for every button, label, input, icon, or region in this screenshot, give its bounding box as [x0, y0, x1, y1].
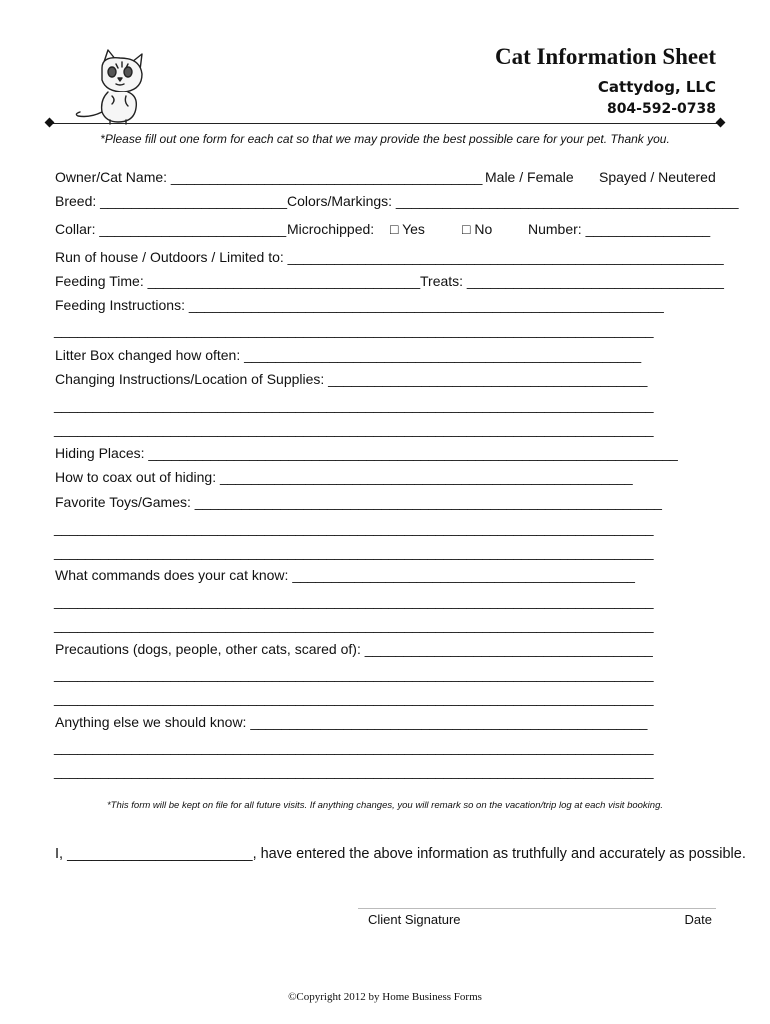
blank-line[interactable]: _____________________________________________________________________________	[54, 593, 654, 609]
cat-cartoon-icon	[72, 48, 156, 126]
page-title: Cat Information Sheet	[494, 44, 716, 69]
coax-field[interactable]: How to coax out of hiding: _____________________________________________________	[55, 469, 633, 485]
precautions-field[interactable]: Precautions (dogs, people, other cats, scared of): _____________________________________	[55, 641, 653, 657]
file-footnote: *This form will be kept on file for all future visits. If anything changes, you will remark so on the vacation/trip log at each visit booking.	[106, 800, 663, 811]
spayed-neutered-option[interactable]: Spayed / Neutered	[599, 169, 716, 185]
header-divider	[50, 123, 720, 124]
microchipped-yes-checkbox[interactable]: □ Yes	[390, 221, 425, 237]
hiding-places-field[interactable]: Hiding Places: ____________________________________________________________________	[55, 445, 678, 461]
blank-line[interactable]: _____________________________________________________________________________	[54, 739, 654, 755]
feeding-time-field[interactable]: Feeding Time: ___________________________________	[55, 273, 421, 289]
blank-line[interactable]: _____________________________________________________________________________	[54, 617, 654, 633]
blank-line[interactable]: _____________________________________________________________________________	[54, 397, 654, 413]
blank-line[interactable]: _____________________________________________________________________________	[54, 666, 654, 682]
changing-instructions-field[interactable]: Changing Instructions/Location of Supplies: _________________________________________	[55, 371, 648, 387]
copyright-notice: ©Copyright 2012 by Home Business Forms	[288, 991, 482, 1003]
commands-field[interactable]: What commands does your cat know: ____________________________________________	[55, 567, 635, 583]
blank-line[interactable]: _____________________________________________________________________________	[54, 421, 654, 437]
anything-else-field[interactable]: Anything else we should know: ___________________________________________________	[55, 714, 648, 730]
breed-field[interactable]: Breed: ________________________	[55, 193, 288, 209]
signature-line[interactable]	[358, 908, 716, 909]
blank-line[interactable]: _____________________________________________________________________________	[54, 322, 654, 338]
client-signature-label: Client Signature	[368, 912, 461, 927]
date-label: Date	[684, 912, 712, 927]
owner-cat-name-field[interactable]: Owner/Cat Name: ________________________________________	[55, 169, 483, 185]
microchipped-label: Microchipped:	[287, 221, 375, 237]
colors-markings-field[interactable]: Colors/Markings: ____________________________________________	[287, 193, 739, 209]
divider-right-diamond	[716, 118, 726, 128]
divider-left-diamond	[45, 118, 55, 128]
company-phone: 804-592-0738	[606, 101, 716, 117]
collar-field[interactable]: Collar: ________________________	[55, 221, 287, 237]
litter-box-field[interactable]: Litter Box changed how often: ___________________________________________________	[55, 347, 642, 363]
blank-line[interactable]: _____________________________________________________________________________	[54, 763, 654, 779]
blank-line[interactable]: _____________________________________________________________________________	[54, 690, 654, 706]
treats-field[interactable]: Treats: _________________________________	[420, 273, 724, 289]
microchipped-no-checkbox[interactable]: □ No	[462, 221, 493, 237]
microchip-number-field[interactable]: Number: ________________	[528, 221, 711, 237]
blank-line[interactable]: _____________________________________________________________________________	[54, 544, 654, 560]
intro-note: *Please fill out one form for each cat so that we may provide the best possible care for your pet. Thank you.	[100, 132, 670, 146]
feeding-instructions-field[interactable]: Feeding Instructions: _____________________________________________________________	[55, 297, 664, 313]
company-name: Cattydog, LLC	[597, 78, 716, 96]
favorite-toys-field[interactable]: Favorite Toys/Games: ____________________________________________________________	[55, 494, 662, 510]
run-of-house-field[interactable]: Run of house / Outdoors / Limited to: ________________________________________________________	[55, 249, 724, 265]
male-female-option[interactable]: Male / Female	[485, 169, 574, 185]
declaration-statement[interactable]: I, _______________________, have entered the above information as truthfully and accurately as possible.	[55, 846, 746, 862]
blank-line[interactable]: _____________________________________________________________________________	[54, 520, 654, 536]
